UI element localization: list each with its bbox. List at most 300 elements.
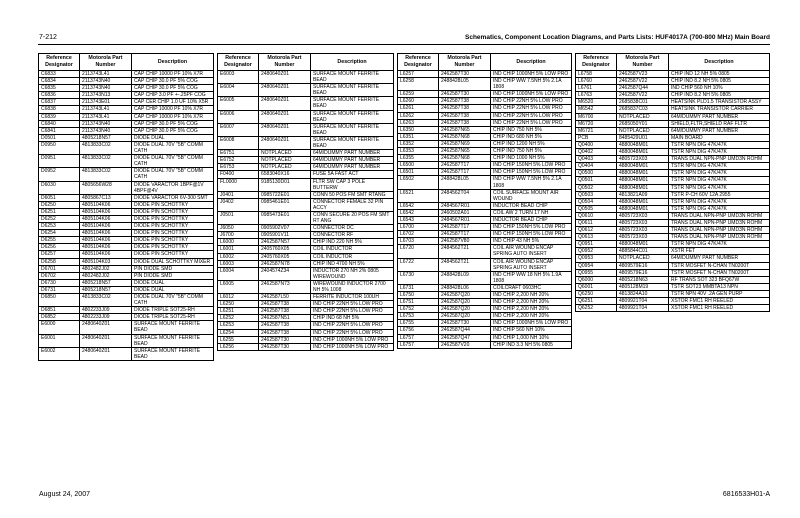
- table-row: [39, 347, 214, 360]
- table-row: [576, 163, 770, 170]
- table-row: [398, 320, 572, 327]
- ref-cell: D6257: [39, 251, 80, 258]
- ref-cell: D6255: [39, 237, 80, 244]
- ref-cell: L6001: [218, 246, 259, 253]
- desc-cell: IND CHIP 150NH 5% LOW PRO: [491, 162, 572, 169]
- table-row: [39, 168, 214, 181]
- table-row: [398, 148, 572, 155]
- table-row: [398, 98, 572, 105]
- table-row: [398, 140, 572, 147]
- desc-cell: RF TRANS SOT 323 BFQ67W: [669, 276, 770, 283]
- table-row: [218, 329, 394, 336]
- desc-cell: CAP CHIP 30.0 PF 5% COG: [132, 85, 214, 92]
- desc-cell: DIODE TRIPLE SOT25-RH: [132, 314, 214, 321]
- part-cell: 2113743L41: [80, 113, 132, 120]
- page-title: Schematics, Component Location Diagrams, and Parts Lists: HUF4017A (700-800 MHz) Main Board: [465, 34, 770, 41]
- ref-cell: D0951: [39, 155, 80, 168]
- table-row: [218, 150, 394, 157]
- table-row: [576, 219, 770, 226]
- part-cell: 2480640Z01: [80, 347, 132, 360]
- part-cell: 4880048M01: [617, 177, 669, 184]
- desc-cell: TSTR NPN DIG 47K/47K: [669, 141, 770, 148]
- ref-cell: J6700: [218, 232, 259, 239]
- ref-cell: D6250: [39, 201, 80, 208]
- desc-header: Description: [491, 54, 572, 71]
- part-cell: 4805218N57: [80, 286, 132, 293]
- part-cell: 8485429U01: [617, 134, 669, 141]
- desc-cell: DIODE DUAL 70V "5B" COMM CATH: [132, 155, 214, 168]
- footer-date: August 24, 2007: [39, 491, 90, 498]
- part-cell: 2484562T04: [439, 189, 491, 202]
- part-cell: 2462587V20: [439, 341, 491, 348]
- table-row: [39, 141, 214, 154]
- desc-cell: CONNECTOR RF: [311, 232, 394, 239]
- part-cell: 2480640Z01: [259, 123, 311, 136]
- desc-cell: DIODE PIN SCHOTTKY: [132, 230, 214, 237]
- part-cell: 6583040X16: [259, 171, 311, 178]
- desc-cell: IND CHIP 22NH 5% LOW PRO: [491, 105, 572, 112]
- ref-cell: D0501: [39, 134, 80, 141]
- part-cell: 2462587Q44: [439, 327, 491, 334]
- table-row: [39, 208, 214, 215]
- table-row: [39, 120, 214, 127]
- table-row: [39, 294, 214, 307]
- part-cell: 2113743N40: [80, 85, 132, 92]
- part-cell: 4885844C01: [617, 248, 669, 255]
- ref-cell: L6355: [398, 155, 439, 162]
- ref-cell: Q6000: [576, 276, 617, 283]
- part-cell: 4813824A10: [617, 290, 669, 297]
- desc-cell: PIN DIODE SMD: [132, 265, 214, 272]
- ref-cell: D6251: [39, 208, 80, 215]
- part-cell: 9185130D01: [259, 178, 311, 191]
- ref-cell: Q0403: [576, 156, 617, 163]
- ref-cell: Q0500: [576, 170, 617, 177]
- page-number: 7-212: [39, 34, 57, 41]
- ref-cell: L6263: [398, 119, 439, 126]
- part-cell: 0905902V07: [259, 225, 311, 232]
- table-row: [218, 198, 394, 211]
- part-cell: 4805723X03: [617, 227, 669, 234]
- desc-cell: TRANS DUAL NPN-PNP UMD3N ROHM: [669, 212, 770, 219]
- part-cell: 2462587V22: [617, 92, 669, 99]
- ref-cell: E6000: [39, 321, 80, 334]
- table-row: [39, 92, 214, 99]
- ref-cell: E6006: [218, 110, 259, 123]
- table-row: [39, 230, 214, 237]
- ref-cell: L6761: [576, 85, 617, 92]
- ref-cell: D6851: [39, 307, 80, 314]
- desc-cell: FUSE 5A FAST ACT: [311, 171, 394, 178]
- part-cell: 4880048M01: [617, 205, 669, 212]
- table-row: [576, 305, 770, 312]
- table-row: [398, 313, 572, 320]
- ref-cell: L6501: [398, 169, 439, 176]
- table-row: [576, 149, 770, 156]
- part-cell: 4805723X03: [617, 234, 669, 241]
- desc-cell: CONN SECURE 20 POS FM SMT RT ANG: [311, 211, 394, 224]
- part-cell: 2113743L41: [80, 106, 132, 113]
- part-cell: 2480640Z01: [259, 136, 311, 149]
- part-cell: 4805104K06: [80, 208, 132, 215]
- desc-cell: IND CHIP 22NH 5% LOW PRO: [491, 119, 572, 126]
- part-cell: 2462587Q20: [439, 306, 491, 313]
- ref-cell: E6007: [218, 123, 259, 136]
- desc-cell: DIODE DUAL 70V "5B" COMM CATH: [132, 294, 214, 307]
- table-row: [576, 141, 770, 148]
- desc-cell: IND CHIP 150NH 5% LOW PRO: [491, 169, 572, 176]
- desc-cell: TRANS DUAL NPN-PNP UMD3N ROHM: [669, 156, 770, 163]
- table-row: [39, 334, 214, 347]
- desc-cell: TSTR NPN DIG 47K/47K: [669, 177, 770, 184]
- ref-cell: Q0953: [576, 255, 617, 262]
- desc-cell: IND CHIP WW 18 NH 5% 1.9A 1808: [491, 271, 572, 284]
- part-cell: 2462587N65: [439, 126, 491, 133]
- ref-cell: D6702: [39, 272, 80, 279]
- table-row: [576, 241, 770, 248]
- ref-cell: J0401: [218, 191, 259, 198]
- parts-table-1: [38, 53, 214, 361]
- part-cell: 2462587T30: [259, 343, 311, 350]
- desc-cell: CAP CHIP 3.0 PF +-.25PF COG: [132, 92, 214, 99]
- ref-cell: J6050: [218, 225, 259, 232]
- part-cell: NOTPLACED: [259, 164, 311, 171]
- ref-cell: Q6250: [576, 290, 617, 297]
- ref-cell: L6002: [218, 253, 259, 260]
- table-row: [398, 202, 572, 209]
- part-header: Motorola Part Number: [617, 54, 669, 71]
- part-cell: 2405760X05: [259, 246, 311, 253]
- desc-cell: IND CHIP 22NH 5% LOW PRO: [311, 301, 394, 308]
- desc-cell: CAP CHIP 10000 PF 10% X7R: [132, 106, 214, 113]
- ref-cell: L6500: [398, 162, 439, 169]
- ref-cell: L6720: [398, 245, 439, 258]
- table-row: [398, 162, 572, 169]
- ref-cell: D6852: [39, 314, 80, 321]
- ref-cell: L6502: [398, 176, 439, 189]
- part-cell: 2484567R01: [439, 202, 491, 209]
- part-cell: 4805867C13: [80, 194, 132, 201]
- desc-cell: IND CHIP 2,200 NH 20%: [491, 313, 572, 320]
- table-row: [218, 123, 394, 136]
- table-row: [39, 265, 214, 272]
- part-cell: 2462587T30: [439, 91, 491, 98]
- ref-cell: L6731: [398, 284, 439, 291]
- part-cell: 2484562T21: [439, 258, 491, 271]
- table-row: [218, 260, 394, 267]
- desc-cell: TRANS DUAL NPN-PNP UMD3N ROHM: [669, 227, 770, 234]
- desc-cell: IND CHIP 22NH 5% LOW PRO: [491, 112, 572, 119]
- part-cell: 4880048M01: [617, 198, 669, 205]
- table-row: [576, 134, 770, 141]
- desc-cell: 64M/DUMMY PART NUMBER: [669, 113, 770, 120]
- desc-cell: IND CHIP WW 7.5NH 5% 2.1A 1808: [491, 78, 572, 91]
- desc-cell: COIL AIR WOUND ENCAP SPRING AUTO INSERT: [491, 245, 572, 258]
- ref-cell: L6722: [398, 258, 439, 271]
- table-row: [218, 97, 394, 110]
- ref-cell: Q0404: [576, 163, 617, 170]
- ref-cell: E6001: [39, 334, 80, 347]
- part-cell: 4880048M01: [617, 241, 669, 248]
- ref-cell: FL0000: [218, 178, 259, 191]
- part-cell: 2113743N40: [80, 120, 132, 127]
- desc-cell: INDUCTOR BEAD CHIP: [491, 202, 572, 209]
- table-row: [576, 106, 770, 113]
- table-row: [398, 119, 572, 126]
- desc-cell: CONNECTOR FEMALE 32 PIN ACCY: [311, 198, 394, 211]
- desc-header: Description: [311, 54, 394, 71]
- part-cell: 2462587Q47: [439, 334, 491, 341]
- desc-cell: 64M/DUMMY PART NUMBER: [669, 127, 770, 134]
- table-row: [39, 272, 214, 279]
- part-cell: 2480640Z01: [80, 334, 132, 347]
- desc-cell: IND CHIP 150NH 5% LOW PRO: [491, 224, 572, 231]
- desc-cell: DIODE PIN SCHOTTKY: [132, 237, 214, 244]
- ref-cell: D6256: [39, 244, 80, 251]
- ref-cell: L6542: [398, 202, 439, 209]
- ref-cell: D0950: [39, 141, 80, 154]
- part-cell: 2462587T38: [259, 301, 311, 308]
- part-cell: 4805104K03: [80, 258, 132, 265]
- desc-cell: CAP CHIP 30.0 PF 5% COG: [132, 127, 214, 134]
- ref-cell: E6751: [218, 150, 259, 157]
- part-cell: 0985722E01: [259, 191, 311, 198]
- part-cell: 2462587V23: [617, 71, 669, 78]
- part-cell: NOTPLACED: [259, 150, 311, 157]
- desc-cell: INDUCTOR BEAD CHIP: [491, 216, 572, 223]
- part-cell: 4805104K06: [80, 201, 132, 208]
- desc-cell: TSTR NPN DIG 47K/47K: [669, 184, 770, 191]
- part-cell: 2462587V22: [617, 78, 669, 85]
- desc-cell: TRANS DUAL NPN-PNP UMD3N ROHM: [669, 219, 770, 226]
- ref-cell: L6353: [398, 148, 439, 155]
- ref-cell: Q0610: [576, 212, 617, 219]
- table-row: [576, 191, 770, 198]
- desc-cell: CHIP IND 3.3 NH 5% 0805: [491, 341, 572, 348]
- part-cell: 2462587Q20: [439, 313, 491, 320]
- ref-cell: E6752: [218, 157, 259, 164]
- table-row: [39, 321, 214, 334]
- part-cell: 2113743N40: [80, 127, 132, 134]
- part-cell: 2462587T38: [259, 329, 311, 336]
- part-cell: 4805104K06: [80, 244, 132, 251]
- ref-cell: F0400: [218, 171, 259, 178]
- table-row: [398, 341, 572, 348]
- table-row: [398, 284, 572, 291]
- desc-cell: CAP CHIP 10000 PF 10% X7R: [132, 113, 214, 120]
- desc-cell: DIODE PIN SCHOTTKY: [132, 223, 214, 230]
- part-cell: 4809579E16: [617, 262, 669, 269]
- ref-cell: L6750: [398, 292, 439, 299]
- desc-cell: IND CHIP 22NH 5% LOW PRO: [491, 98, 572, 105]
- desc-cell: SURFACE MOUNT FERRITE BEAD: [132, 334, 214, 347]
- part-cell: 0985461E01: [259, 198, 311, 211]
- table-row: [576, 255, 770, 262]
- part-cell: 2488428L05: [439, 78, 491, 91]
- ref-cell: L6758: [576, 71, 617, 78]
- part-cell: 2462587T17: [439, 169, 491, 176]
- desc-cell: IND CHIP WW 7.5NH 5% 2.1A 1808: [491, 176, 572, 189]
- ref-cell: L6752: [398, 306, 439, 313]
- part-cell: 4802233J09: [80, 314, 132, 321]
- desc-cell: 64M/DUMMY PART NUMBER: [311, 164, 394, 171]
- table-row: [218, 232, 394, 239]
- part-cell: NOTPLACED: [617, 127, 669, 134]
- ref-cell: Q0502: [576, 184, 617, 191]
- ref-cell: L6543: [398, 216, 439, 223]
- desc-cell: COIL INDUCTOR: [311, 253, 394, 260]
- ref-cell: L6755: [398, 320, 439, 327]
- table-row: [218, 343, 394, 350]
- part-cell: 2113743E01: [80, 99, 132, 106]
- ref-header: Reference Designator: [398, 54, 439, 71]
- desc-cell: IND CHIP 2,200 NH 20%: [491, 299, 572, 306]
- ref-cell: L6757: [398, 334, 439, 341]
- table-row: [576, 120, 770, 127]
- ref-cell: D0952: [39, 168, 80, 181]
- table-row: [398, 91, 572, 98]
- table-row: [576, 198, 770, 205]
- table-row: [576, 85, 770, 92]
- desc-cell: IND CHIP 22NH 5% LOW PRO: [311, 329, 394, 336]
- ref-cell: E6004: [218, 84, 259, 97]
- desc-cell: TSTR P-CH 60V 12A 2955: [669, 191, 770, 198]
- part-cell: 2462587Q20: [439, 299, 491, 306]
- table-row: [218, 84, 394, 97]
- table-row: [576, 290, 770, 297]
- table-row: [576, 113, 770, 120]
- part-cell: 4805104K06: [80, 230, 132, 237]
- part-cell: 4805218N63: [617, 276, 669, 283]
- ref-cell: D6051: [39, 194, 80, 201]
- part-cell: 2480640Z01: [259, 84, 311, 97]
- ref-cell: M6720: [576, 120, 617, 127]
- desc-cell: DIODE DUAL 70V "5B" COMM CATH: [132, 141, 214, 154]
- ref-cell: PCB: [576, 134, 617, 141]
- desc-cell: CONN 50 POS FM SMT RTANG: [311, 191, 394, 198]
- ref-cell: L6261: [398, 105, 439, 112]
- ref-cell: L6730: [398, 271, 439, 284]
- ref-cell: L6700: [398, 224, 439, 231]
- table-row: [576, 262, 770, 269]
- ref-cell: E6753: [218, 164, 259, 171]
- part-cell: 2113743L41: [80, 71, 132, 78]
- table-row: [39, 223, 214, 230]
- desc-cell: INDUCTOR 270 NH 2% 0805 WIREWOUND: [311, 267, 394, 280]
- part-cell: 2462587T30: [259, 336, 311, 343]
- part-cell: 2462587Q20: [439, 292, 491, 299]
- desc-cell: TSTR NPN DIG 47K/47K: [669, 163, 770, 170]
- part-cell: 4805723X03: [617, 212, 669, 219]
- header-row: [39, 54, 214, 71]
- part-cell: 2488428L06: [439, 284, 491, 291]
- desc-cell: CHIP IND 220 NH 5%: [311, 239, 394, 246]
- table-row: [218, 322, 394, 329]
- part-cell: 4805218N57: [80, 134, 132, 141]
- ref-cell: E6005: [218, 97, 259, 110]
- desc-cell: IND CHIP 2,200 NH 20%: [491, 292, 572, 299]
- part-cell: 4813833C02: [80, 168, 132, 181]
- part-cell: 4805128M19: [617, 283, 669, 290]
- ref-cell: L6000: [218, 239, 259, 246]
- ref-cell: J0402: [218, 198, 259, 211]
- desc-header: Description: [132, 54, 214, 71]
- desc-cell: MAIN BOARD: [669, 134, 770, 141]
- table-row: [39, 279, 214, 286]
- ref-cell: D6258: [39, 258, 80, 265]
- table-row: [218, 267, 394, 280]
- table-row: [576, 269, 770, 276]
- table-row: [576, 248, 770, 255]
- part-cell: 0985473E01: [259, 211, 311, 224]
- table-row: [576, 298, 770, 305]
- ref-cell: J0501: [218, 211, 259, 224]
- desc-cell: TSTR NPN DIG 47K/47K: [669, 170, 770, 177]
- ref-cell: L6542: [398, 209, 439, 216]
- desc-cell: SURFACE MOUNT FERRITE BEAD: [311, 136, 394, 149]
- part-cell: 2480640Z01: [80, 321, 132, 334]
- ref-cell: E6002: [39, 347, 80, 360]
- ref-cell: M6700: [576, 113, 617, 120]
- table-row: [218, 239, 394, 246]
- table-row: [39, 314, 214, 321]
- table-row: [576, 92, 770, 99]
- part-cell: 2480640Z01: [259, 71, 311, 84]
- desc-cell: SURFACE MOUNT FERRITE BEAD: [311, 110, 394, 123]
- desc-cell: XSTOR FMC1 RH REELED: [669, 298, 770, 305]
- desc-cell: IND CHIP 560 NH 10%: [669, 85, 770, 92]
- part-cell: 4805104K06: [80, 251, 132, 258]
- desc-cell: DIODE DUAL 70V "5B" COMM CATH: [132, 168, 214, 181]
- table-row: [39, 155, 214, 168]
- desc-cell: FERRITE INDUCTOR 100UH: [311, 294, 394, 301]
- table-row: [39, 106, 214, 113]
- part-cell: 2480640Z01: [259, 97, 311, 110]
- table-row: [398, 245, 572, 258]
- table-row: [218, 136, 394, 149]
- table-row: [398, 126, 572, 133]
- part-cell: 2462587N68: [439, 133, 491, 140]
- desc-cell: CHIP IND 68 NH 5%: [311, 315, 394, 322]
- table-row: [218, 178, 394, 191]
- desc-cell: CHIP IND 1200 NH 5%: [491, 140, 572, 147]
- desc-cell: DIODE PIN SCHOTTKY: [132, 208, 214, 215]
- table-row: [398, 306, 572, 313]
- part-cell: 4813833C02: [80, 141, 132, 154]
- desc-cell: IND CHIP 22NH 5% LOW PRO: [311, 308, 394, 315]
- desc-cell: COILCRAFT 0603HC: [491, 284, 572, 291]
- desc-cell: TSTR NPN 40V .2A GEN PURP: [669, 290, 770, 297]
- part-cell: 2462587V80: [439, 238, 491, 245]
- part-cell: 2685050Y01: [617, 120, 669, 127]
- table-row: [576, 99, 770, 106]
- part-cell: 2113743N40: [80, 78, 132, 85]
- ref-cell: Q6001: [576, 283, 617, 290]
- ref-cell: L6256: [218, 343, 259, 350]
- desc-cell: DIODE PIN SCHOTTKY: [132, 244, 214, 251]
- part-cell: 2462587T17: [439, 224, 491, 231]
- header-row: [218, 54, 394, 71]
- ref-cell: Q0955: [576, 269, 617, 276]
- table-row: [218, 171, 394, 178]
- table-row: [398, 155, 572, 162]
- desc-cell: HEATSINK TRANSISTOR CARRIER: [669, 106, 770, 113]
- desc-cell: CAP CHIP 10000 PF 10% X7R: [132, 71, 214, 78]
- desc-cell: CHIP IND 8.2 NH 5% 0805: [669, 78, 770, 85]
- table-row: [398, 299, 572, 306]
- table-row: [576, 227, 770, 234]
- table-row: [218, 280, 394, 293]
